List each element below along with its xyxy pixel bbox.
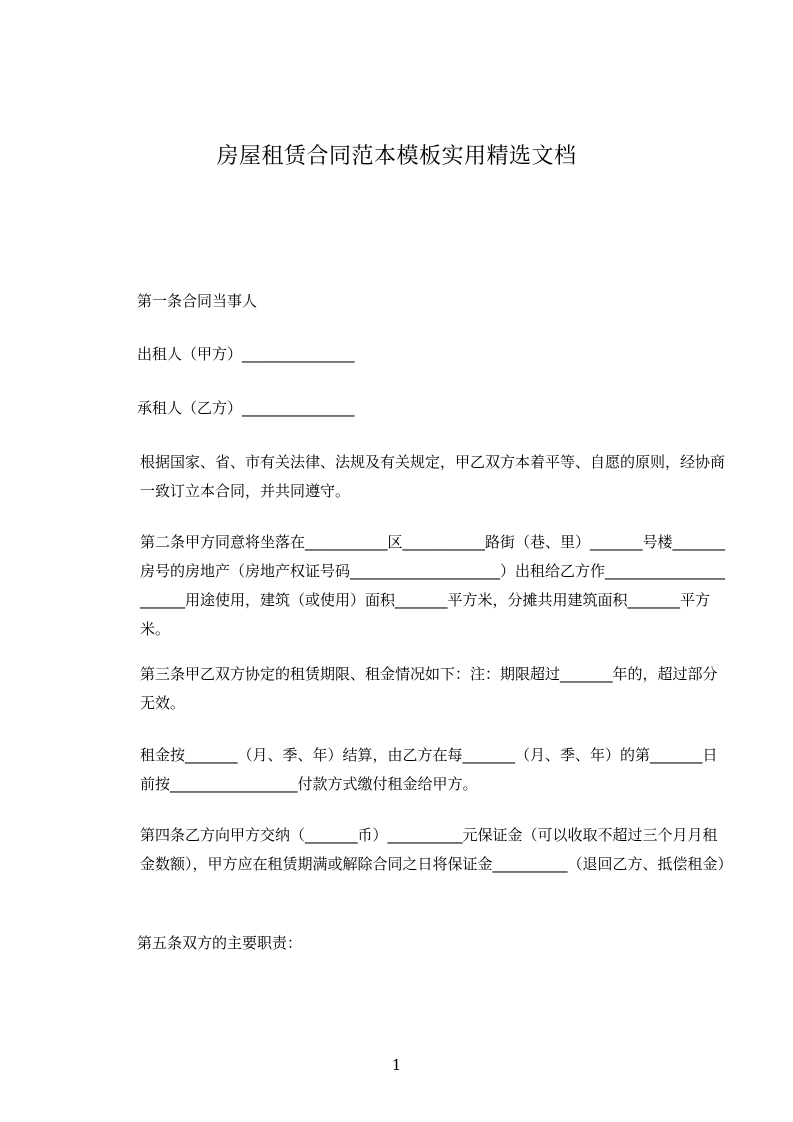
paragraph-article-2: 第二条甲方同意将坐落在___________区___________路街（巷、里）_______号楼_______房号的房地产（房地产权证号码____________________）出租给乙方作______________________用途使用，建筑（或使用）面积_______平方米，分摊共用建筑面积_______平方米。 xyxy=(140,533,726,638)
paragraph-article-4: 第四条乙方向甲方交纳（_______币）__________元保证金（可以收取不超过三个月月租金数额），甲方应在租赁期满或解除合同之日将保证金__________（退回乙方、抵偿租金） xyxy=(140,826,733,873)
paragraph-article-5-heading: 第五条双方的主要职责： xyxy=(137,934,303,952)
page-number: 1 xyxy=(391,1056,402,1074)
paragraph-lessor: 出租人（甲方）_______________ xyxy=(137,345,355,363)
paragraph-preamble: 根据国家、省、市有关法律、法规及有关规定，甲乙双方本着平等、自愿的原则，经协商一致订立本合同，并共同遵守。 xyxy=(140,453,726,500)
paragraph-rent-terms: 租金按_______（月、季、年）结算，由乙方在每_______（月、季、年）的第_______日前按_________________付款方式缴付租金给甲方。 xyxy=(140,746,718,793)
paragraph-article-3: 第三条甲乙双方协定的租赁期限、租金情况如下：注：期限超过_______年的，超过部分无效。 xyxy=(140,665,718,712)
document-title: 房屋租赁合同范本模板实用精选文档 xyxy=(216,144,577,169)
paragraph-lessee: 承租人（乙方）_______________ xyxy=(137,399,355,417)
paragraph-article-1-heading: 第一条合同当事人 xyxy=(137,292,258,310)
